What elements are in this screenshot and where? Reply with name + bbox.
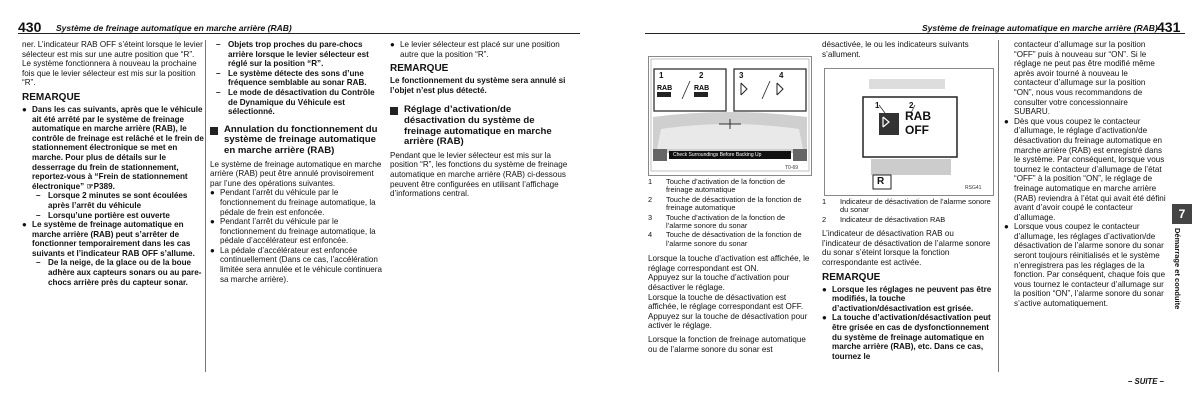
figure-list-item: 2 Indicateur de désactivation RAB: [822, 214, 946, 224]
left-column-3: [390, 40, 568, 199]
page-header-right: Système de freinage automatique en marche arrière (RAB): [922, 23, 1158, 33]
figure-list-item: 1 Touche d’activation de la fonction de freinage automatique: [648, 177, 786, 195]
remarque-dash-item: – Objets trop proches du pare-chocs arrière lorsque le levier sélecteur est réglé sur la position “R”.: [216, 40, 369, 69]
off-indicator-text: OFF: [905, 123, 929, 137]
figure-list-item: 1 Indicateur de désactivation de l’alarme sonore du sonar: [822, 197, 991, 215]
page-number-left: 430: [18, 19, 42, 35]
figure-code: RSG41: [965, 185, 982, 191]
intro-paragraph-2: Le système fonctionnera à nouveau la prochaine fois que le levier sélecteur est mis sur la position “R”.: [22, 59, 197, 88]
header-rule-left: [18, 33, 580, 34]
remarque-bullet: ● Dans les cas suivants, après que le véhicule ait été arrêté par le système de freinage automatique en marche arrière (RAB), le contrôle de freinage est relâché et le frein de stationnement électronique se met en marche. Pour plus de détails sur le desserrage du frein de stationnement, reportez-vous à “Frein de stationnement électronique” ☞P389.: [22, 104, 204, 191]
square-bullet-icon: [210, 127, 218, 135]
gear-indicator: R: [877, 176, 885, 187]
remarque-dash-item: – Lorsqu’une portière est ouverte: [36, 210, 170, 220]
figure-list-item: 3 Touche d’activation de la fonction de l’alarme sonore du sonar: [648, 212, 786, 231]
figure-list-item: 2 Touche de désactivation de la fonction de freinage automatique: [648, 194, 802, 213]
right-column-1: [648, 178, 813, 354]
right-column-2-lower: [822, 198, 992, 361]
remarque-bullet: ● La touche d’activation/désactivation peut être grisée en cas de dysfonctionnement du système de freinage automatique en marche arrière (RAB), etc. Dans ce cas, tournez le: [822, 313, 991, 361]
remarque-dash-item: – De la neige, de la glace ou de la boue adhère aux capteurs sonars ou au pare-chocs arrière près du capteur sonar.: [36, 258, 202, 287]
chapter-tab: 7: [1172, 204, 1192, 224]
svg-text:RAB: RAB: [694, 85, 710, 92]
meter-figure: [824, 68, 994, 196]
column-divider: [998, 40, 999, 372]
svg-text:RAB: RAB: [657, 85, 673, 92]
intro-paragraph-1: ner. L’indicateur RAB OFF s’éteint lorsque le levier sélecteur est mis sur une autre position que “R”.: [22, 40, 203, 59]
figure-list-item: 4 Touche de désactivation de la fonction de l’alarme sonore du sonar: [648, 230, 802, 248]
display-warning-text: Check Surroundings Before Backing Up: [673, 152, 762, 158]
settings-text: Lorsque la touche de désactivation est affichée, le réglage correspondant est OFF.: [648, 292, 804, 312]
left-column-2: [210, 40, 382, 284]
rab-indicator-text: RAB: [905, 109, 931, 123]
right-column-2: [822, 40, 992, 59]
cancel-bullet: ● Pendant l’arrêt du véhicule par le fonctionnement du freinage automatique, la pédale d’accélérateur est enfoncée.: [210, 217, 376, 246]
remarque-heading: REMARQUE: [22, 91, 81, 103]
settings-text: Lorsque la fonction de freinage automatique ou de l’alarme sonore du sonar est: [648, 335, 806, 354]
right-column-3: [1004, 40, 1166, 309]
remarque-heading: REMARQUE: [822, 271, 881, 283]
figure-label: 4: [779, 71, 784, 80]
cancel-paragraph: Le système de freinage automatique en marche arrière (RAB) peut être annulé provisoirement par l’une des opérations suivantes.: [210, 159, 382, 188]
remarque-heading: REMARQUE: [390, 63, 449, 75]
info-display-figure: [648, 56, 812, 176]
square-bullet-icon: [390, 107, 398, 115]
remarque-dash-item: – Le mode de désactivation du Contrôle de Dynamique du Véhicule est sélectionné.: [216, 87, 375, 117]
remarque-text: Le fonctionnement du système sera annulé si l’objet n’est plus détecté.: [390, 76, 566, 95]
cancel-bullet: ● Pendant l’arrêt du véhicule par le fonctionnement du freinage automatique, la pédale de frein est enfoncée.: [210, 188, 376, 217]
cancel-bullet: ● Le levier sélecteur est placé sur une position autre que la position “R”.: [390, 40, 560, 59]
left-column-1: [22, 40, 210, 287]
remarque-bullet: ● Lorsque les réglages ne peuvent pas être modifiés, la touche d’activation/désactivation est grisée.: [822, 284, 992, 313]
cancel-bullet: ● La pédale d’accélérateur est enfoncée continuellement (Dans ce cas, l’accélération limitée sera annulée et le véhicule continuera sa marche arrière).: [210, 245, 382, 284]
page-header-left: Système de freinage automatique en marche arrière (RAB): [56, 23, 292, 33]
continued-marker: – SUITE –: [1128, 377, 1164, 386]
section-heading-cancel: Annulation du fonctionnement du système de freinage automatique en marche arrière (RAB): [210, 125, 382, 157]
remarque-dash-item: – Le système détecte des sons d’une fréquence semblable au sonar RAB.: [216, 68, 367, 88]
remarque-bullet: ● Dès que vous coupez le contacteur d’allumage, le réglage d’activation/de désactivation du freinage automatique en marche arrière (RAB) est enregistré dans le système. Par conséquent, lorsque vous tournez le contacteur d’allumage de l’état “OFF” à la position “ON”, le réglage de freinage automatique en marche arrière (RAB) reviendra à l’état qui avait été défini avant d’avoir coupé le contacteur d’allumage.: [1004, 116, 1166, 222]
indicator-paragraph: L’indicateur de désactivation RAB ou l’indicateur de désactivation de l’alarme sonore du sonar s’éteint lorsque la fonction correspondante est activée.: [822, 229, 991, 267]
header-rule-right: [645, 33, 1185, 34]
figure-code: T0-69: [785, 165, 799, 171]
settings-text: Appuyez sur la touche de désactivation pour activer le réglage.: [648, 311, 808, 331]
figure-label: 1: [875, 101, 880, 110]
figure-label: 1: [659, 71, 664, 80]
settings-text: Appuyez sur la touche d’activation pour désactiver le réglage.: [648, 273, 790, 293]
page-number-right: 431: [1157, 19, 1181, 35]
remarque-bullet: ● Lorsque vous coupez le contacteur d’allumage, les réglages d’activation/de désactivation de l’alarme sonore du sonar seront toujours réinitialisés et le système n’enregistrera pas les réglages de la fonction. Par conséquent, chaque fois que vous tournez le contacteur d’allumage sur la position “ON”, l’alarme sonore du sonar s’active automatiquement.: [1004, 222, 1166, 309]
chapter-side-label: Démarrage et conduite: [1173, 228, 1182, 310]
indicator-intro: désactivée, le ou les indicateurs suivants s’allument.: [822, 40, 969, 59]
figure-label: 3: [739, 71, 744, 80]
section-heading-settings: Réglage d’activation/de désactivation du système de freinage automatique en marche arrière (RAB): [390, 105, 568, 147]
column-divider: [205, 40, 206, 372]
settings-text: Lorsque la touche d’activation est affichée, le réglage correspondant est ON.: [648, 254, 810, 273]
figure-label: 2: [699, 71, 704, 80]
figure-label: 2: [909, 101, 914, 110]
remarque-continued: contacteur d’allumage sur la position “OFF” puis à nouveau sur “ON”. Si le réglage ne peut pas être modifié même après avoir tourné à nouveau le contacteur d’allumage sur la position “ON”, nous vous recommandons de consulter votre concessionnaire SUBARU.: [1014, 40, 1155, 117]
remarque-dash-item: – Lorsque 2 minutes se sont écoulées après l’arrêt du véhicule: [36, 191, 188, 210]
settings-paragraph: Pendant que le levier sélecteur est mis sur la position “R”, les fonctions du système de freinage automatique en marche arrière (RAB) ci-dessous peuvent être configurées en utilisant l’affichage d’informations central.: [390, 150, 568, 199]
remarque-bullet: ● Le système de freinage automatique en marche arrière (RAB) peut s’arrêter de fonctionner temporairement dans les cas suivants et l’indicateur RAB OFF s’allume.: [22, 220, 195, 258]
